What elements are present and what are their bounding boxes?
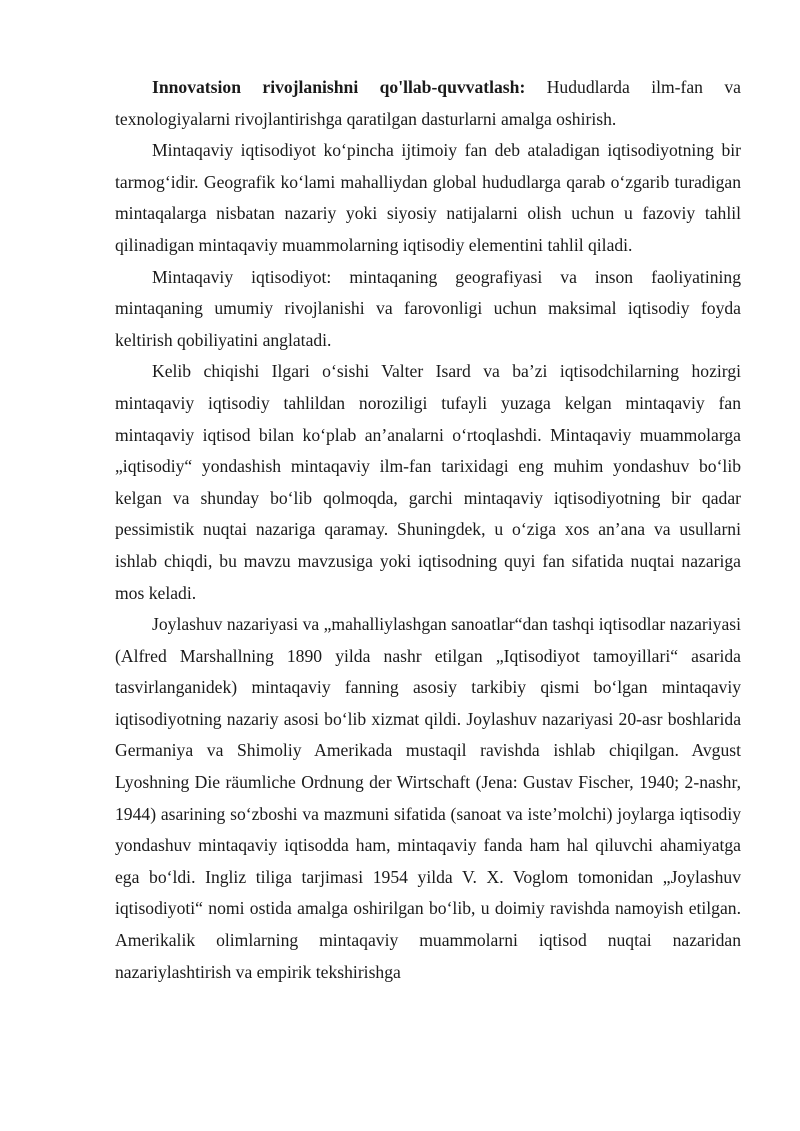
paragraph-regional-economics-definition: Mintaqaviy iqtisodiyot koʻpincha ijtimoiy fan deb ataladigan iqtisodiyotning bir tarmogʻidir. Geografik koʻlami mahalliydan global hududlarga qarab oʻzgarib turadigan mintaqalarga nisbatan nazariy yoki siyosiy natijalarni olish uchun u fazoviy tahlil qilinadigan mintaqaviy muammolarning iqtisodiy elementini tahlil qiladi. [115,140,741,255]
paragraph-text: Hududlarda ilm-fan va texnologiyalarni rivojlantirishga qaratilgan dasturlarni amalga oshirish. [115,77,741,129]
paragraph-innovation-support [115,72,741,135]
paragraph-origins: Kelib chiqishi Ilgari oʻsishi Valter Isard va baʼzi iqtisodchilarning hozirgi mintaqaviy iqtisodiy tahlildan noroziligi tufayli yuzaga kelgan mintaqaviy fan mintaqaviy iqtisod bilan koʻplab anʼanalarni oʻrtoqlashdi. Mintaqaviy muammolarga „iqtisodiy“ yondashish mintaqaviy ilm-fan tarixidagi eng muhim yondashuv boʻlib kelgan va shunday boʻlib qolmoqda, garchi mintaqaviy iqtisodiyotning bir qadar pessimistik nuqtai nazariga qaramay. Shuningdek, u oʻziga xos anʼana va usullarni ishlab chiqdi, bu mavzu mavzusiga yoki iqtisodning quyi fan sifatida nuqtai nazariga mos keladi. [115,361,741,603]
document-page [115,72,741,988]
paragraph-regional-economics-meaning: Mintaqaviy iqtisodiyot: mintaqaning geografiyasi va inson faoliyatining mintaqaning umumiy rivojlanishi va farovonligi uchun maksimal iqtisodiy foyda keltirish qobiliyatini anglatadi. [115,266,741,350]
paragraph-location-theory: Joylashuv nazariyasi va „mahalliylashgan sanoatlar“dan tashqi iqtisodlar nazariyasi (Alfred Marshallning 1890 yilda nashr etilgan „Iqtisodiyot tamoyillari“ asarida tasvirlanganidek) mintaqaviy fanning asosiy tarkibiy qismi boʻlgan mintaqaviy iqtisodiyotning nazariy asosi boʻlib xizmat qildi. Joylashuv nazariyasi 20-asr boshlarida Germaniya va Shimoliy Amerikada mustaqil ravishda ishlab chiqilgan. Avgust Lyoshning Die räumliche Ordnung der Wirtschaft (Jena: Gustav Fischer, 1940; 2-nashr, 1944) asarining soʻzboshi va mazmuni sifatida (sanoat va isteʼmolchi) joylarga iqtisodiy yondashuv mintaqaviy iqtisodda ham, mintaqaviy fanda ham hal qiluvchi ahamiyatga ega boʻldi. Ingliz tiliga tarjimasi 1954 yilda V. X. Voglom tomonidan „Joylashuv iqtisodiyoti“ nomi ostida amalga oshirilgan boʻlib, u doimiy ravishda namoyish etilgan. Amerikalik olimlarning mintaqaviy muammolarni iqtisod nuqtai nazaridan nazariylashtirish va empirik tekshirishga [115,614,741,982]
paragraph-bold-lead: Innovatsion rivojlanishni qo'llab-quvvatlash: [152,77,526,97]
